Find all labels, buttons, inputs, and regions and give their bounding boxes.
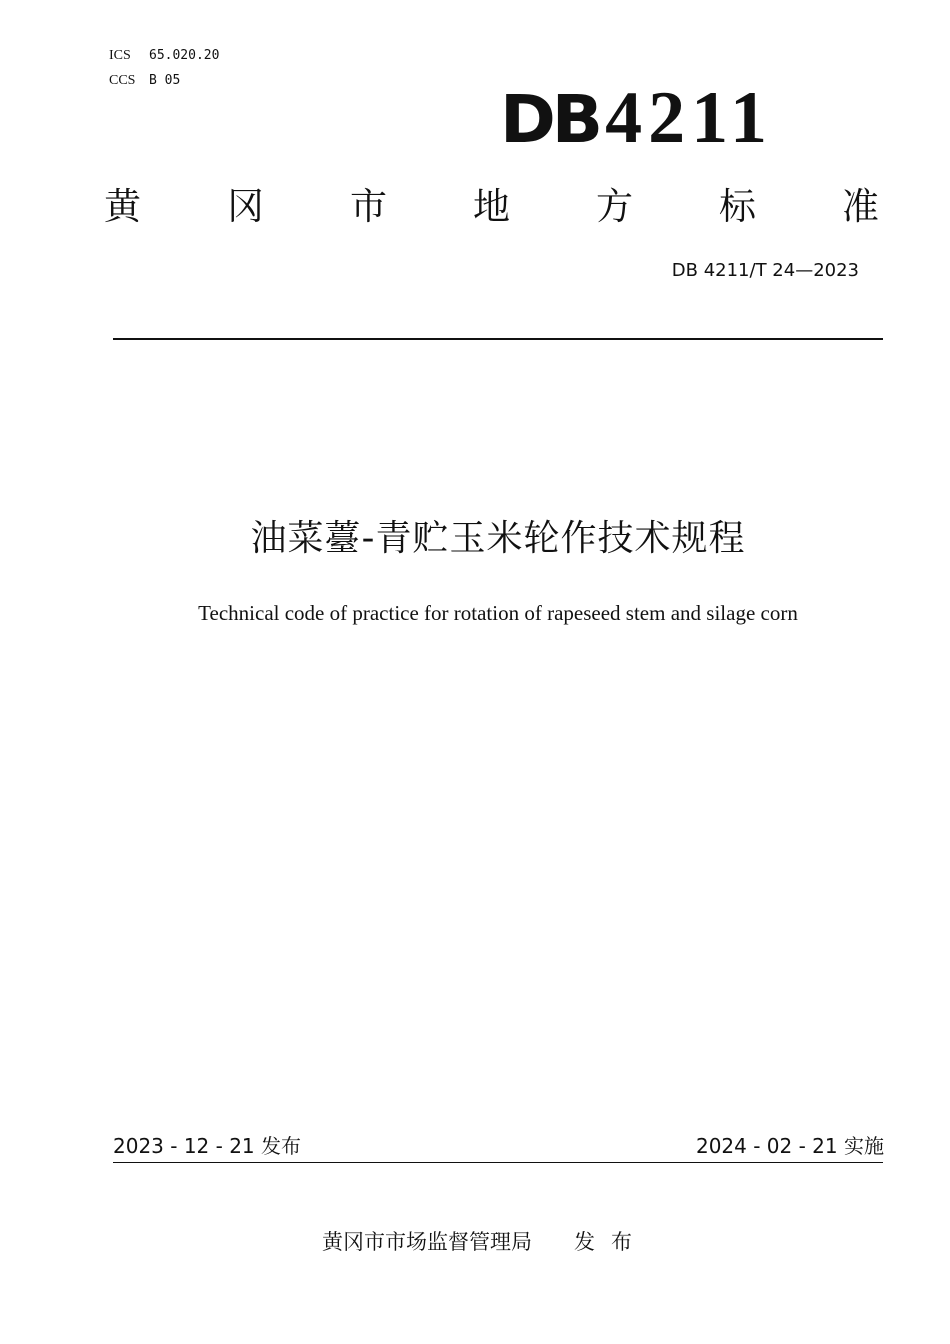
header-divider [113, 338, 883, 340]
standard-type-char: 标 [719, 185, 756, 228]
standard-type-char: 冈 [227, 185, 264, 228]
document-title-chinese: 油菜薹-青贮玉米轮作技术规程 [250, 518, 746, 559]
standard-type-char: 方 [596, 185, 633, 228]
publisher-action: 发布 [574, 1230, 648, 1254]
ics-classification [109, 46, 219, 65]
standard-mark-letters: DB [500, 81, 600, 158]
ics-value: 65.020.20 [149, 48, 220, 63]
publisher-name: 黄冈市市场监督管理局 [322, 1230, 532, 1254]
footer-divider [113, 1162, 883, 1163]
standard-type-char: 地 [473, 185, 510, 228]
document-title-english: Technical code of practice for rotation of rapeseed stem and silage corn [198, 601, 798, 625]
effective-date: 2024 - 02 - 21 实施 [695, 1134, 884, 1158]
ccs-value: B 05 [149, 73, 181, 88]
issue-date: 2023 - 12 - 21 发布 [113, 1134, 302, 1158]
standard-type-char: 准 [842, 185, 879, 228]
ics-label: ICS [109, 48, 131, 63]
standard-code: DB 4211/T 24—2023 [671, 260, 859, 281]
standard-type-char: 黄 [104, 185, 141, 228]
ccs-classification [109, 71, 180, 90]
ccs-label: CCS [109, 73, 136, 88]
publisher-line [322, 1228, 648, 1256]
standard-mark-number: 4211 [605, 77, 774, 159]
standard-type-heading [104, 180, 879, 234]
standard-mark [500, 78, 773, 158]
standard-type-char: 市 [350, 185, 387, 228]
